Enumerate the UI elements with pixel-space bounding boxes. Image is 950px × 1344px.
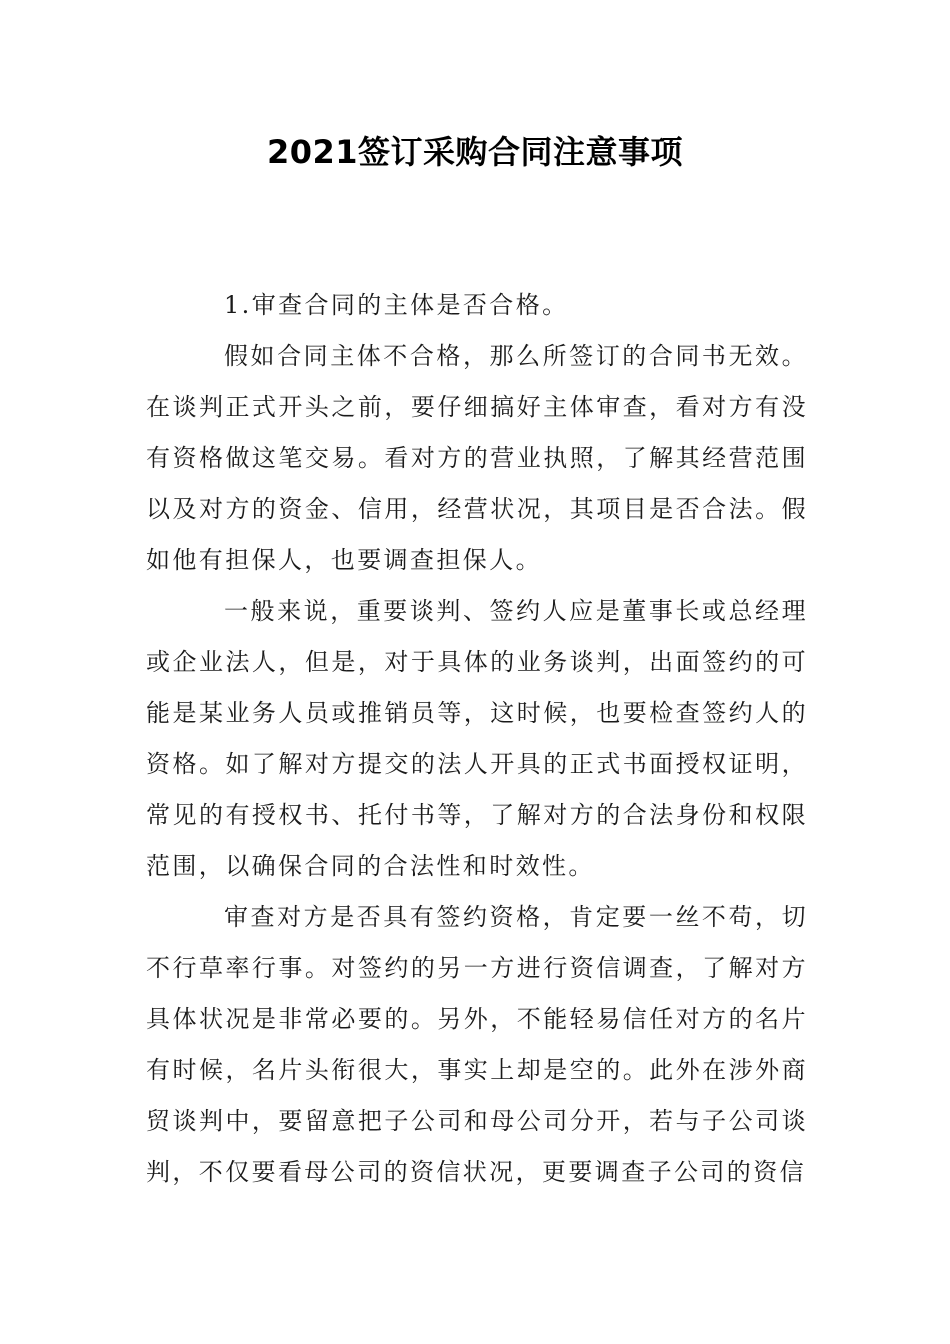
document-title: 2021签订采购合同注意事项 [266,133,684,171]
paragraph-1: 1.审查合同的主体是否合格。 [224,291,569,319]
paragraph-3: 一般来说，重要谈判、签约人应是董事长或总经理或企业法人，但是，对于具体的业务谈判，出面签约的可能是某业务人员或推销员等，这时候，也要检查签约人的资格。如了解对方提交的法人开具的正式书面授权证明，常见的有授权书、托付书等，了解对方的合法身份和权限范围，以确保合同的合法性和时效性。 [146,597,808,880]
paragraph-2: 假如合同主体不合格，那么所签订的合同书无效。在谈判正式开头之前，要仔细搞好主体审查，看对方有没有资格做这笔交易。看对方的营业执照，了解其经营范围以及对方的资金、信用，经营状况，其项目是否合法。假如他有担保人，也要调查担保人。 [146,342,808,574]
paragraph-4: 审查对方是否具有签约资格，肯定要一丝不苟，切不行草率行事。对签约的另一方进行资信调查，了解对方具体状况是非常必要的。另外，不能轻易信任对方的名片有时候，名片头衔很大，事实上却是空的。此外在涉外商贸谈判中，要留意把子公司和母公司分开，若与子公司谈判，不仅要看母公司的资信状况，更要调查子公司的资信 [146,903,808,1186]
document-body [146,280,808,1198]
